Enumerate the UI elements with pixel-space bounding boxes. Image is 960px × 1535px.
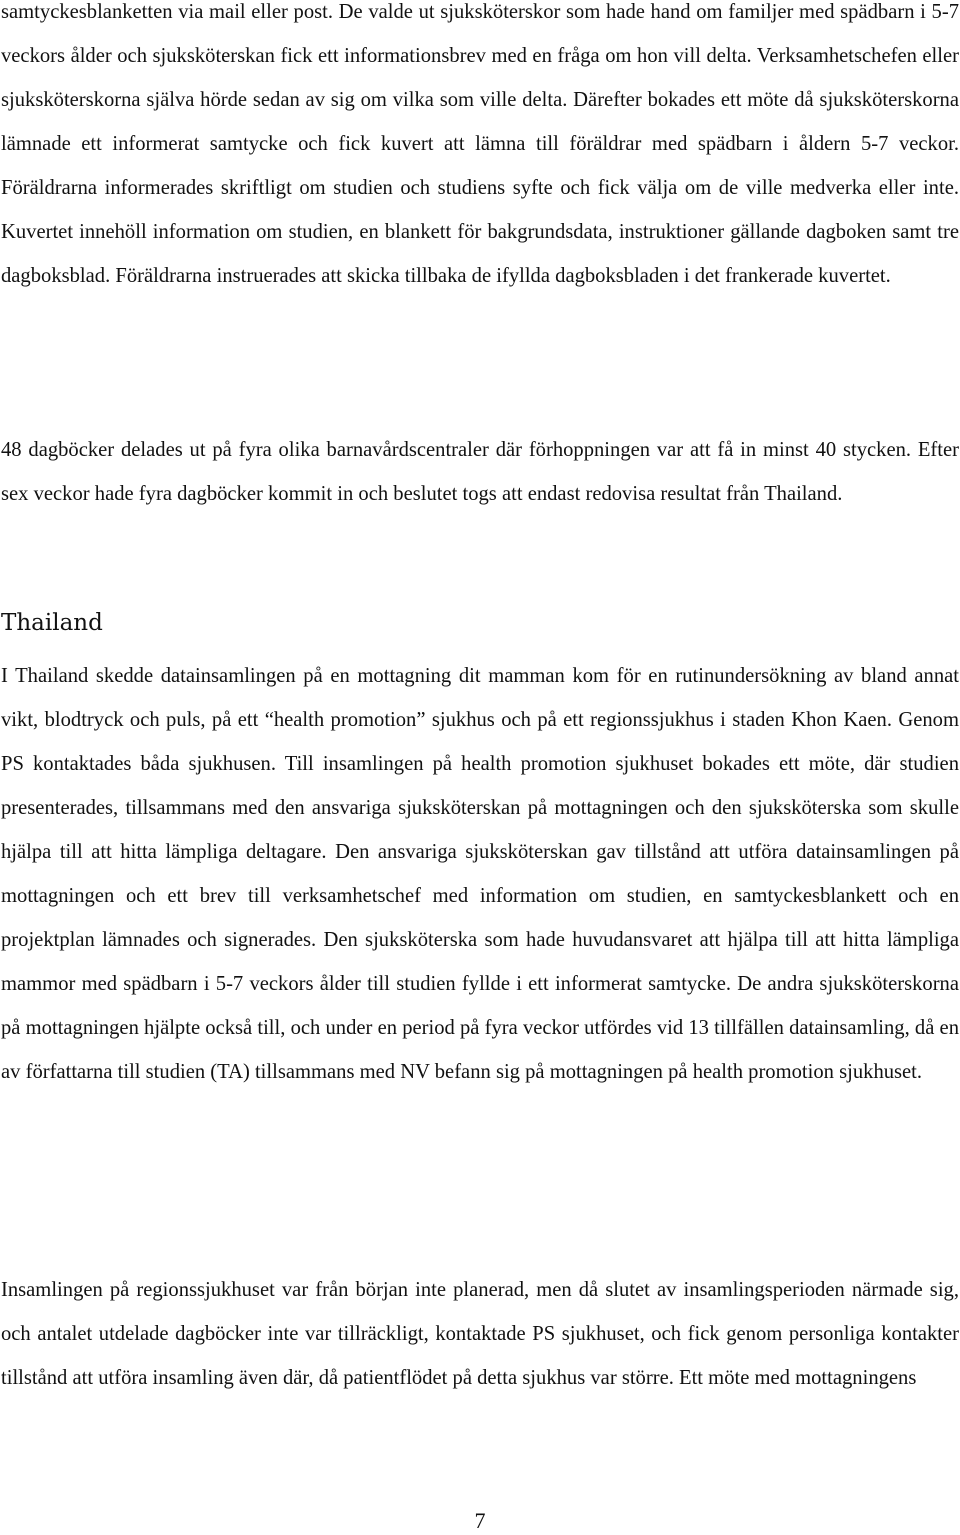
section-heading-thailand: Thailand xyxy=(1,610,103,636)
page-number: 7 xyxy=(474,1508,486,1533)
paragraph-diaries-distribution: 48 dagböcker delades ut på fyra olika barnavårdscentraler där förhoppningen var att få in minst 40 stycken. Efter sex veckor hade fyra dagböcker kommit in och beslutet togs att endast redovisa resultat från Thailand. xyxy=(1,439,959,505)
paragraph-thailand-data-collection: I Thailand skedde datainsamlingen på en mottagning dit mamman kom för en rutinundersökning av bland annat vikt, blodtryck och puls, på ett “health promotion” sjukhus och på ett regionssjukhus i staden Khon Kaen. Genom PS kontaktades båda sjukhusen. Till insamlingen på health promotion sjukhuset bokades ett möte, där studien presenterades, tillsammans med den ansvariga sjuksköterskan på mottagningen och den sjuksköterska som skulle hjälpa till att hitta lämpliga deltagare. Den ansvariga sjuksköterskan gav tillstånd att utföra datainsamlingen på mottagningen och ett brev till verksamhetschef med information om studien, en samtyckesblankett och en projektplan lämnades och signerades. Den sjuksköterska som hade huvudansvaret att hjälpa till att hitta lämpliga mammor med spädbarn i 5-7 veckors ålder till studien fyllde i ett informerat samtycke. De andra sjuksköterskorna på mottagningen hjälpte också till, och under en period på fyra veckor utfördes vid 13 tillfällen datainsamling, då en av författarna till studien (TA) tillsammans med NV befann sig på mottagningen på health promotion sjukhuset. xyxy=(1,665,959,1083)
paragraph-recruitment-sweden: samtyckesblanketten via mail eller post. De valde ut sjuksköterskor som hade hand om familjer med spädbarn i 5-7 veckors ålder och sjuksköterskan fick ett informationsbrev med en fråga om hon vill delta. Verksamhetschefen eller sjuksköterskorna själva hörde sedan av sig om vilka som ville delta. Därefter bokades ett möte då sjuksköterskorna lämnade ett informerat samtycke och fick kuvert att lämna till föräldrar med spädbarn i åldern 5-7 veckor. Föräldrarna informerades skriftligt om studien och studiens syfte och fick välja om de ville medverka eller inte. Kuvertet innehöll information om studien, en blankett för bakgrundsdata, instruktioner gällande dagboken samt tre dagboksblad. Föräldrarna instruerades att skicka tillbaka de ifyllda dagboksbladen i det frankerade kuvertet. xyxy=(1,1,959,287)
paragraph-regional-hospital: Insamlingen på regionssjukhuset var från början inte planerad, men då slutet av insamlingsperioden närmade sig, och antalet utdelade dagböcker inte var tillräckligt, kontaktade PS sjukhuset, och fick genom personliga kontakter tillstånd att utföra insamling även där, då patientflödet på detta sjukhus var större. Ett möte med mottagningens xyxy=(1,1279,959,1389)
